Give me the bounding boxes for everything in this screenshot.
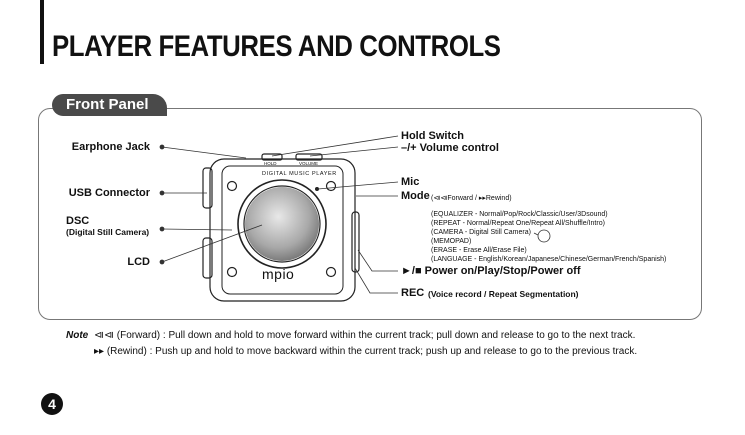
note-rewind: ▸▸ (Rewind) : Push up and hold to move backward within the current track; push up and release to go to the previous track. xyxy=(94,346,638,357)
mode-item-equalizer: (EQUALIZER - Normal/Pop/Rock/Classic/User/3Dsound) xyxy=(431,211,608,218)
label-rec-sub: (Voice record / Repeat Segmentation) xyxy=(428,289,579,299)
mode-item-language: (LANGUAGE - English/Korean/Japanese/Chinese/German/French/Spanish) xyxy=(431,256,667,263)
page-title: PLAYER FEATURES AND CONTROLS xyxy=(52,30,501,63)
label-usb-connector: USB Connector xyxy=(68,187,150,199)
note-label: Note xyxy=(66,330,89,341)
label-lcd: LCD xyxy=(127,256,150,268)
label-mode-sub: (⧏⧏Forward / ▸▸Rewind) xyxy=(431,195,512,202)
label-hold-switch: Hold Switch xyxy=(401,130,464,142)
device-hold-label: HOLD xyxy=(264,161,277,166)
label-earphone-jack: Earphone Jack xyxy=(71,141,150,153)
brand-logo: mpio xyxy=(262,266,295,282)
label-power-play: ►/■ Power on/Play/Stop/Power off xyxy=(401,265,581,277)
label-mode: Mode xyxy=(401,190,430,202)
mode-item-erase: (ERASE - Erase All/Erase File) xyxy=(431,247,527,254)
label-volume-control: –/+ Volume control xyxy=(401,142,499,154)
device-volume-label: VOLUME xyxy=(299,161,319,166)
page-number: 4 xyxy=(41,393,63,415)
label-rec: REC xyxy=(401,287,425,299)
section-tab: Front Panel xyxy=(52,94,167,116)
mode-item-repeat: (REPEAT - Normal/Repeat One/Repeat All/Shuffle/Intro) xyxy=(431,220,605,227)
device-top-text: DIGITAL MUSIC PLAYER xyxy=(262,171,337,177)
label-dsc-sub: (Digital Still Camera) xyxy=(66,227,150,237)
label-mic: Mic xyxy=(401,176,420,188)
mode-item-camera: (CAMERA - Digital Still Camera) xyxy=(431,229,531,236)
note-forward: ⧏⧏ (Forward) : Pull down and hold to move forward within the current track; pull down and release to go to the next track. xyxy=(94,330,636,341)
label-dsc: DSC xyxy=(66,215,90,227)
mode-item-memopad: (MEMOPAD) xyxy=(431,238,472,245)
